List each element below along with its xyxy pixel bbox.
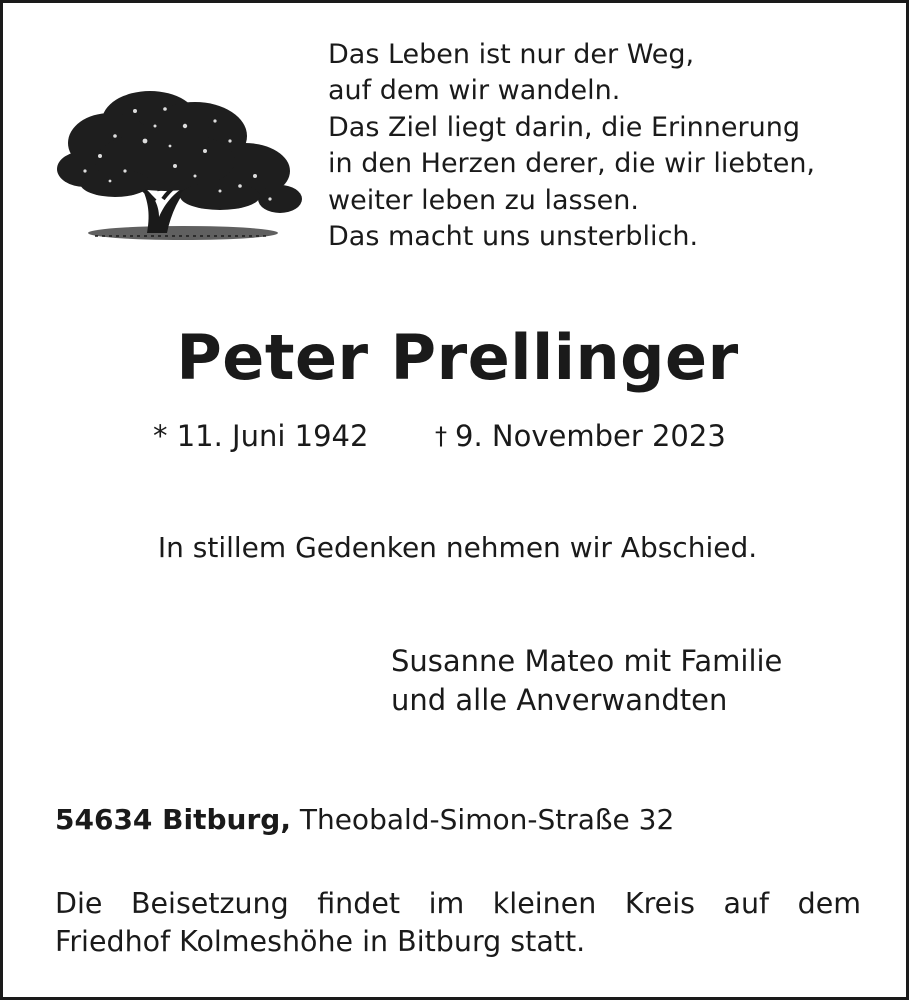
address: [55, 803, 674, 836]
poem-line: Das Leben ist nur der Weg,: [328, 39, 695, 70]
death-date-line: [435, 419, 726, 453]
tree-icon: [55, 81, 305, 246]
burial-notice: [55, 885, 861, 961]
notice-line: Friedhof Kolmeshöhe in Bitburg statt.: [55, 925, 586, 958]
poem-line: in den Herzen derer, die wir liebten,: [328, 148, 816, 180]
poem-line: auf dem wir wandeln.: [328, 75, 621, 107]
notice-line: Die Beisetzung findet im kleinen Kreis auf dem: [55, 887, 861, 920]
poem-line: weiter leben zu lassen.: [328, 184, 639, 216]
birth-date: * 11. Juni 1942: [153, 419, 369, 453]
deceased-name: Peter Prellinger: [176, 321, 739, 394]
signer-line: Susanne Mateo mit Familie: [391, 644, 783, 678]
address-street: Theobald-Simon-Straße 32: [299, 803, 675, 836]
death-date: 9. November 2023: [455, 419, 726, 453]
dagger-icon: †: [435, 422, 447, 450]
poem-line: Das Ziel liegt darin, die Erinnerung: [328, 111, 800, 143]
address-city: 54634 Bitburg,: [55, 803, 291, 836]
poem: [328, 37, 888, 255]
signer-line: und alle Anverwandten: [391, 683, 728, 717]
farewell-text: In stillem Gedenken nehmen wir Abschied.: [157, 531, 758, 564]
signers: [391, 642, 782, 720]
poem-line: Das macht uns unsterblich.: [328, 221, 699, 253]
